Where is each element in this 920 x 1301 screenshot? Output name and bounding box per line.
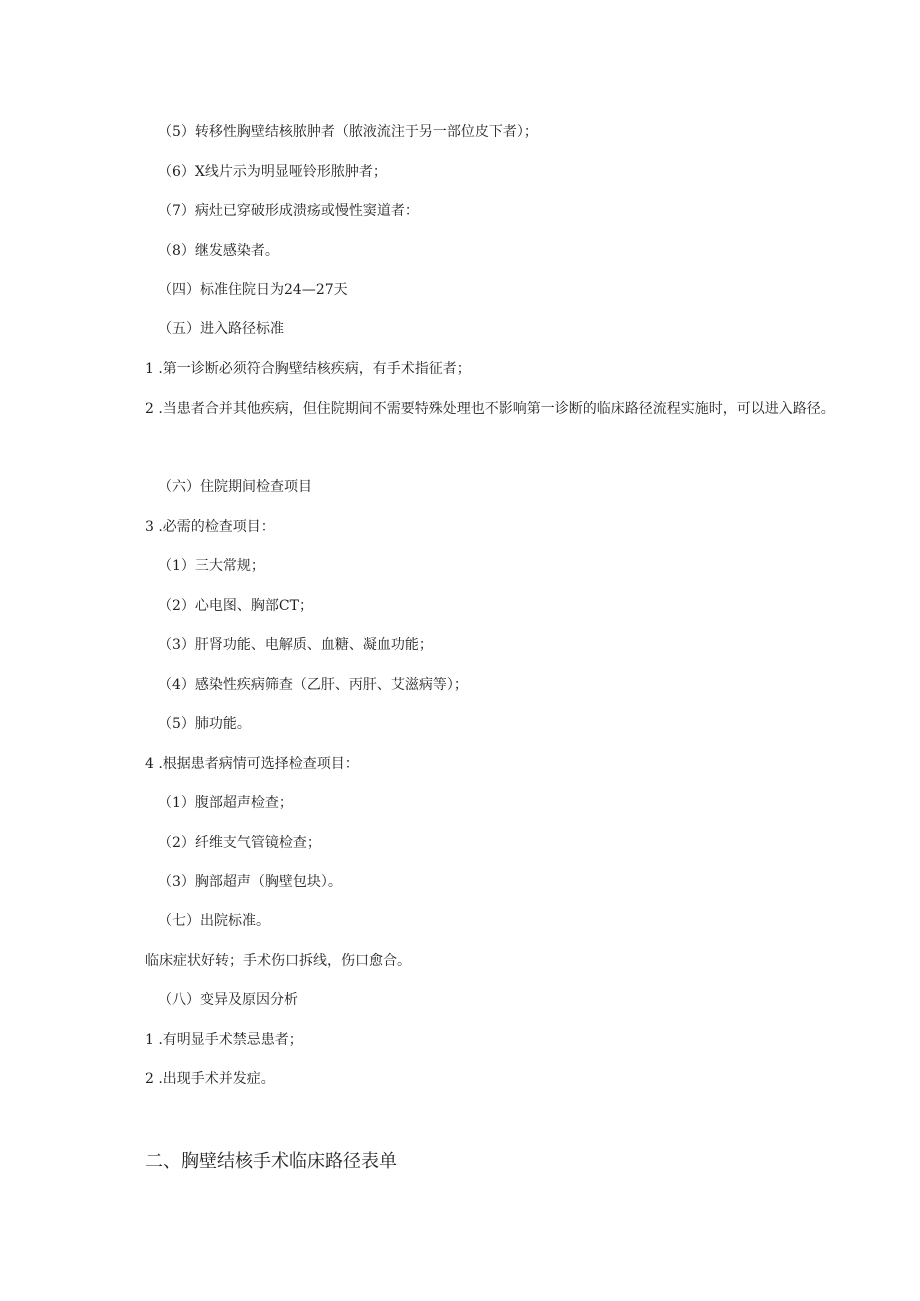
text-line: （1）三大常规； [158, 558, 265, 574]
text-line: （5）肺功能。 [158, 716, 251, 732]
text-line: 临床症状好转；手术伤口拆线，伤口愈合。 [145, 953, 411, 969]
text-line: 4 .根据患者病情可选择检查项目： [145, 756, 359, 772]
text-line: （7）病灶已穿破形成溃疡或慢性窦道者： [158, 203, 419, 219]
text-line: 1 .有明显手术禁忌患者； [145, 1032, 303, 1048]
text-line: 2 .出现手术并发症。 [145, 1071, 275, 1087]
text-line: （四）标准住院日为24—27天 [158, 282, 348, 298]
text-line: （五）进入路径标准 [158, 321, 284, 337]
text-line: （3）胸部超声（胸壁包块）。 [158, 874, 342, 890]
section-heading: 二、胸壁结核手术临床路径表单 [145, 1151, 397, 1172]
text-line: （2）纤维支气管镜检查； [158, 835, 321, 851]
text-line: （2）心电图、胸部CT； [158, 598, 313, 614]
text-paragraph: 2 .当患者合并其他疾病，但住院期间不需要特殊处理也不影响第一诊断的临床路径流程实施时，可以进入路径。 [145, 401, 835, 417]
text-line: （4）感染性疾病筛查（乙肝、丙肝、艾滋病等）； [158, 677, 468, 693]
text-line: （6）X线片示为明显哑铃形脓肿者； [158, 164, 387, 180]
text-line: 1 .第一诊断必须符合胸壁结核疾病，有手术指征者； [145, 361, 471, 377]
text-line: （8）继发感染者。 [158, 243, 279, 259]
text-line: （八）变异及原因分析 [158, 992, 298, 1008]
text-line: 3 .必需的检查项目： [145, 519, 275, 535]
text-line: （1）腹部超声检查； [158, 795, 293, 811]
text-line: （5）转移性胸壁结核脓肿者（脓液流注于另一部位皮下者）； [158, 124, 538, 140]
text-line: （七）出院标准。 [158, 913, 270, 929]
text-line: （六）住院期间检查项目 [158, 479, 312, 495]
text-line: （3）肝肾功能、电解质、血糖、凝血功能； [158, 637, 433, 653]
